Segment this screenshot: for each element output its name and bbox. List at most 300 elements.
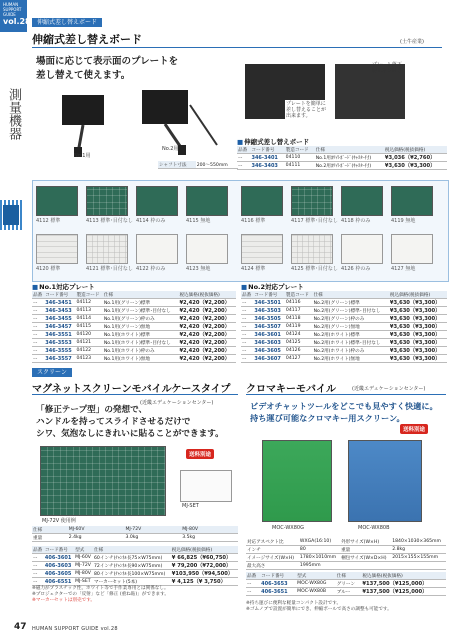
table-cell: No.1用(ホワイト)枠のみ — [103, 347, 179, 355]
table-cell: ¥2,420（¥2,200） — [178, 307, 236, 315]
table-header-cell: 税込価格(税抜価格) — [389, 291, 447, 299]
table-cell: 346-3603 — [253, 339, 285, 347]
plate-label: 4112 標準 — [36, 218, 61, 224]
table-cell: 最大高さ — [246, 562, 299, 570]
magnet-screen-image — [40, 446, 166, 516]
left-note-3: ※マーカーセットは別売です。 — [32, 598, 96, 603]
table-header-cell: 税込価格(税抜価格) — [384, 146, 447, 154]
table-cell: 346-3401 — [250, 154, 284, 162]
table-header-cell: 製造コード — [285, 146, 315, 154]
table-cell: No.1用(グリーン)標準 — [103, 299, 179, 307]
right-note-2: ※ゴムノブで設置が簡単にでき、伸縮ポールで高さの調整も可能です。 — [246, 607, 392, 612]
table-cell: 2015×155×155mm — [391, 554, 446, 562]
right-catch-line1: ビデオチャットツールをどこでも見やすく快適に。 — [250, 401, 438, 411]
table-cell: ー — [32, 554, 44, 562]
table-cell: イメージサイズ(W×H) — [246, 554, 299, 562]
table-cell: 346-3505 — [253, 315, 285, 323]
table-cell: ー — [32, 347, 44, 355]
table-row — [32, 562, 238, 570]
table-cell: 346-3457 — [44, 323, 75, 331]
table-cell: ー — [32, 355, 44, 363]
table-header-cell: 仕様 — [32, 526, 68, 534]
table-cell: ¥2,420（¥2,200） — [178, 347, 236, 355]
table-cell: ¥3,630（¥3,300） — [389, 331, 447, 339]
table-header-cell: MJ-60V — [68, 526, 125, 534]
table-row — [246, 580, 446, 588]
plate-label: 4120 標準 — [36, 266, 61, 272]
table-cell: No.2用(グリーン)標準･目付なし — [313, 307, 389, 315]
table-cell: ー — [237, 154, 250, 162]
callout-swap-line1: プレートを簡単に — [286, 101, 326, 107]
table-cell: ブルー — [336, 588, 362, 596]
table-cell: 04116 — [285, 299, 313, 307]
table-cell: No.2用(グリーン)無地 — [313, 323, 389, 331]
plate-image — [291, 186, 333, 216]
table-row — [241, 339, 447, 347]
table-row — [246, 538, 446, 546]
plate-image — [241, 186, 283, 216]
table-cell: No.2用(グリーン)標準 — [313, 299, 389, 307]
section2-tag: スクリーン — [32, 368, 72, 377]
table-cell: MJ-60V — [74, 554, 93, 562]
plate-label: 4115 無地 — [186, 218, 211, 224]
table-cell: 重量 — [32, 534, 68, 542]
table-cell: 346-3601 — [253, 331, 285, 339]
plate-label: 4113 標準･目付なし — [86, 218, 133, 224]
table-cell: 04126 — [285, 347, 313, 355]
plates-grid — [36, 186, 446, 280]
table-cell: No.1用(グリーン)無地 — [103, 323, 179, 331]
table-row — [32, 570, 238, 578]
table-cell: ¥ 4,125（¥ 3,750） — [171, 578, 238, 586]
table-cell: 80 — [299, 546, 340, 554]
left-price-table — [32, 546, 238, 586]
table-cell: No.1用(グリーン)標準･目付なし — [103, 307, 179, 315]
plate-label: 4125 標準･目付なし — [291, 266, 338, 272]
table-cell: ¥ 79,200（¥72,000） — [171, 562, 238, 570]
table-row — [246, 546, 446, 554]
table-header-cell: コード番号 — [260, 572, 296, 580]
divider-right — [246, 394, 446, 395]
table-cell: ー — [241, 315, 253, 323]
table-header-cell: 仕様 — [93, 546, 171, 554]
table-row — [32, 554, 238, 562]
table-header-cell: 仕様 — [313, 291, 389, 299]
left-img-label2: MJ-SET — [182, 503, 199, 509]
left-product-title: マグネットスクリーンモバイルケースタイプ — [32, 384, 231, 395]
table-cell: 3.5kg — [181, 534, 238, 542]
table-cell: 04115 — [75, 323, 102, 331]
table-cell: 3.0kg — [124, 534, 181, 542]
plate-image — [341, 186, 383, 216]
table-cell: ¥3,036（¥2,760） — [384, 154, 447, 162]
table-header-cell: コード番号 — [253, 291, 285, 299]
table-cell: 72インチ(ﾁｬﾝﾈﾙ長90×W75mm) — [93, 562, 171, 570]
plate-label: 4122 枠のみ — [136, 266, 166, 272]
catch-copy — [36, 55, 178, 83]
left-catch-line2: ハンドルを持ってスライドさせるだけで — [36, 417, 191, 427]
board-no2-image — [142, 90, 188, 124]
table-cell: ¥3,630（¥3,300） — [389, 339, 447, 347]
plate-image — [391, 186, 433, 216]
left-catch — [36, 404, 224, 440]
table-row — [32, 355, 236, 363]
table-cell: ー — [32, 315, 44, 323]
table-cell: ー — [241, 331, 253, 339]
plate-image — [391, 234, 433, 264]
table-cell: 406-3603 — [44, 562, 74, 570]
table-cell: 04119 — [285, 323, 313, 331]
table-row — [241, 331, 447, 339]
table-cell: 04122 — [75, 347, 102, 355]
brand-vol: vol.28 — [3, 17, 31, 26]
table-row — [32, 299, 236, 307]
table-cell: 1780×1010mm — [299, 554, 340, 562]
section-tag: 伸縮式差し替えボード — [32, 18, 102, 27]
table-cell: 04120 — [75, 331, 102, 339]
table-row — [32, 578, 238, 586]
table-cell: 04121 — [75, 339, 102, 347]
right-note-1: ※持ち運びに便利な軽量コンパクト設計です。 — [246, 601, 342, 606]
table-cell: 対応アスペクト比 — [246, 538, 299, 546]
table-row — [32, 347, 236, 355]
table-cell: ¥2,420（¥2,200） — [178, 315, 236, 323]
right-img1-label: MOC-WX80G — [272, 525, 304, 531]
table-cell: 346-3501 — [253, 299, 285, 307]
chroma-blue-image — [348, 440, 422, 522]
plate-image — [341, 234, 383, 264]
sidebar-brand — [0, 0, 31, 32]
table-header-cell: 型式 — [296, 572, 336, 580]
table-cell: ー — [32, 323, 44, 331]
table-cell: 406-6551 — [44, 578, 74, 586]
table-cell: 04113 — [75, 307, 102, 315]
table-cell: 406-3651 — [260, 588, 296, 596]
right-img2-label: MOC-WX80B — [358, 525, 390, 531]
table-cell: ー — [32, 570, 44, 578]
table-cell: 346-3455 — [44, 315, 75, 323]
table-cell: 1995mm — [299, 562, 340, 570]
table-cell: ー — [32, 562, 44, 570]
table-cell: ー — [241, 339, 253, 347]
table-cell: ー — [246, 588, 260, 596]
table-cell: ¥2,420（¥2,200） — [178, 323, 236, 331]
table-row — [241, 299, 447, 307]
table-cell: No.1用(グリーン)枠のみ — [103, 315, 179, 323]
table-cell: ー — [32, 331, 44, 339]
table-row — [246, 588, 446, 596]
table-cell: 60インチ(ﾁｬﾝﾈﾙ長75×W75mm) — [93, 554, 171, 562]
right-product-title: クロマキーモバイル — [246, 384, 336, 395]
right-spec-table — [246, 538, 446, 570]
table-cell: 406-3653 — [260, 580, 296, 588]
table-cell: 04112 — [75, 299, 102, 307]
table-cell: ¥3,630（¥3,300） — [389, 307, 447, 315]
callout-swap-line3: 出来ます。 — [286, 113, 311, 119]
left-catch-line1: 「修正テープ型」の発想で、 — [36, 405, 148, 415]
img2-label: No.2用 — [162, 146, 179, 152]
table-cell: ¥3,630（¥3,300） — [389, 315, 447, 323]
table-cell: 346-3451 — [44, 299, 75, 307]
table-cell: ¥2,420（¥2,200） — [178, 339, 236, 347]
table-cell: 346-3503 — [253, 307, 285, 315]
table-cell: 04114 — [75, 315, 102, 323]
table-cell — [340, 562, 391, 570]
table-cell: 346-3453 — [44, 307, 75, 315]
table-row — [241, 315, 447, 323]
table-cell: 346-3403 — [250, 162, 284, 170]
table-cell: MOC-WX80B — [296, 588, 336, 596]
plate-label: 4114 枠のみ — [136, 218, 166, 224]
table-header-cell: 仕様 — [336, 572, 362, 580]
table-cell: 346-3555 — [44, 347, 75, 355]
table-cell: 04124 — [285, 331, 313, 339]
table-cell: No.2用(ホワイト)標準･目付なし — [313, 339, 389, 347]
table-cell: ¥3,630（¥3,300） — [389, 299, 447, 307]
chroma-green-image — [262, 440, 332, 522]
plate-label: 4119 無地 — [391, 218, 416, 224]
footer-guide: HUMAN SUPPORT GUIDE vol.28 — [32, 626, 118, 632]
callout-screw-line2: 防止ネジ付き — [372, 68, 403, 74]
table-row — [246, 562, 446, 570]
table-cell: 04118 — [285, 315, 313, 323]
plate-label: 4124 標準 — [241, 266, 266, 272]
section-title: 伸縮式差し替えボード — [32, 33, 142, 46]
table-cell: 04111 — [285, 162, 315, 170]
table-cell: ¥2,420（¥2,200） — [178, 355, 236, 363]
table-row — [237, 154, 447, 162]
table-row — [237, 162, 447, 170]
right-notes — [246, 601, 446, 613]
table-cell: 04110 — [285, 154, 315, 162]
table-cell: ー — [241, 355, 253, 363]
table-cell: 重量 — [340, 546, 391, 554]
table-header-cell: 製造コード — [75, 291, 102, 299]
table-cell: 80インチ(ﾁｬﾝﾈﾙ長100×W75mm) — [93, 570, 171, 578]
table-cell: ¥2,420（¥2,200） — [178, 331, 236, 339]
table-row — [241, 323, 447, 331]
table-cell: 04127 — [285, 355, 313, 363]
plate-label: 4117 標準･目付なし — [291, 218, 338, 224]
brand-line-1: HUMAN — [3, 2, 19, 7]
table-cell: グリーン — [336, 580, 362, 588]
table-cell: 346-3507 — [253, 323, 285, 331]
table-cell: 346-3557 — [44, 355, 75, 363]
main-price-table — [237, 146, 447, 170]
table-cell: ¥3,630（¥3,300） — [389, 355, 447, 363]
table-cell: 2.4kg — [68, 534, 125, 542]
table-row — [241, 355, 447, 363]
table-header-cell: 仕様 — [315, 146, 384, 154]
table-cell: 346-3607 — [253, 355, 285, 363]
table-header-cell: 品番 — [237, 146, 250, 154]
table-cell: 04123 — [75, 355, 102, 363]
table-cell: ー — [246, 580, 260, 588]
table-header-cell: MJ-72V — [124, 526, 181, 534]
table-header-cell: コード番号 — [250, 146, 284, 154]
right-catch — [250, 400, 438, 424]
table-cell: ー — [237, 162, 250, 170]
table-cell: No.2用ﾎﾜｲﾄﾎﾞｰﾄﾞ(ｷｬｽﾀｰ付) — [315, 162, 384, 170]
shaft-spec-table — [158, 161, 238, 169]
table-row — [32, 339, 236, 347]
plate-image — [86, 186, 128, 216]
table-cell: MJ-SET — [74, 578, 93, 586]
maker-label: (土牛産業) — [400, 39, 424, 45]
table-cell: ¥103,950（¥94,500） — [171, 570, 238, 578]
table-cell: ¥2,420（¥2,200） — [178, 299, 236, 307]
table-cell: ¥3,630（¥3,300） — [389, 347, 447, 355]
table-header-cell: 品番 — [241, 291, 253, 299]
table-cell: MJ-72V — [74, 562, 93, 570]
table-cell: No.2用(グリーン)枠のみ — [313, 315, 389, 323]
callout-swap-line2: 差し替えることが — [286, 107, 327, 113]
left-notes — [32, 586, 238, 604]
table-cell: 346-3553 — [44, 339, 75, 347]
table-row — [32, 315, 236, 323]
left-img-label1: MJ-72V 使用例 — [42, 518, 76, 524]
table-cell: 梱包サイズ(W×D×H) — [340, 554, 391, 562]
sidebar-category: 測量機器 — [6, 88, 21, 140]
table-header-cell: 品番 — [246, 572, 260, 580]
table-cell: 外形サイズ(W×H) — [340, 538, 391, 546]
table-cell: 346-3605 — [253, 347, 285, 355]
table-cell: ー — [241, 323, 253, 331]
table-header-cell: MJ-80V — [181, 526, 238, 534]
plate-label: 4116 標準 — [241, 218, 266, 224]
left-note-2: ※プロジェクターでの「反射」など「修正 (重ね貼)」ができます。 — [32, 592, 169, 597]
table-row — [241, 347, 447, 355]
plate-image — [136, 186, 178, 216]
table-cell: インチ — [246, 546, 299, 554]
left-maker: (近畿エデュケーションセンター) — [140, 400, 214, 406]
plate-image — [136, 234, 178, 264]
table-row — [32, 323, 236, 331]
table-header-cell: 型式 — [74, 546, 93, 554]
table-cell: ー — [241, 347, 253, 355]
divider-left — [32, 394, 238, 395]
table-cell: ¥3,630（¥3,300） — [384, 162, 447, 170]
plate-label: 4121 標準･目付なし — [86, 266, 133, 272]
left-spec-table — [32, 526, 238, 542]
spec-label: シャフト寸法 — [158, 161, 196, 169]
catch-line-2: 差し替えて使えます。 — [36, 70, 131, 81]
plate-label: 4123 無地 — [186, 266, 211, 272]
img1-label: No.1用 — [74, 153, 91, 159]
table-cell: No.2用(ホワイト)無地 — [313, 355, 389, 363]
callout-screw-line1: プレート落下 — [372, 62, 402, 68]
brand-line-2: SUPPORT — [3, 7, 22, 12]
no2-price-table — [241, 291, 447, 363]
table-cell: 406-3605 — [44, 570, 74, 578]
table-header-cell: 仕様 — [103, 291, 179, 299]
callout-screw — [372, 62, 402, 74]
table-header-cell: 製造コード — [285, 291, 313, 299]
no2-table-title: ■ No.2対応プレート — [241, 282, 304, 291]
table-header-cell: コード番号 — [44, 291, 75, 299]
plate-image — [291, 234, 333, 264]
right-maker: (近畿エデュケーションセンター) — [352, 386, 426, 392]
spec-value: 200～550mm — [196, 161, 238, 169]
table-cell: MJ-80V — [74, 570, 93, 578]
board-no1-image — [62, 95, 104, 125]
right-catch-line2: 持ち運び可能なクロマキー用スクリーン。 — [250, 413, 405, 423]
table-cell: ¥ 66,825（¥60,750） — [171, 554, 238, 562]
right-shipping-badge: 送料別途 — [400, 424, 428, 434]
plate-label: 4127 無地 — [391, 266, 416, 272]
table-cell: 346-3551 — [44, 331, 75, 339]
plate-image — [36, 186, 78, 216]
callout-swap — [285, 100, 327, 120]
table-row — [241, 307, 447, 315]
table-cell: 04117 — [285, 307, 313, 315]
plate-image — [241, 234, 283, 264]
table-cell: ー — [32, 307, 44, 315]
left-catch-line3: シワ、気泡なしにきれいに貼ることができます。 — [36, 429, 224, 439]
shipping-badge: 送料別途 — [186, 449, 214, 459]
catch-line-1: 場面に応じて表示面のプレートを — [36, 56, 179, 67]
table-header-cell: コード番号 — [44, 546, 74, 554]
table-header-cell: 税込価格(税抜価格) — [171, 546, 238, 554]
table-cell: マーカーセット(5本) — [93, 578, 171, 586]
table-cell: No.2用(ホワイト)標準 — [313, 331, 389, 339]
table-header-cell: 税込価格(税抜価格) — [178, 291, 236, 299]
table-cell: No.2用(ホワイト)枠のみ — [313, 347, 389, 355]
table-cell: MOC-WX80G — [296, 580, 336, 588]
table-header-cell: 品番 — [33, 547, 43, 553]
table-cell: ー — [32, 339, 44, 347]
table-cell: No.1用ﾎﾜｲﾄﾎﾞｰﾄﾞ(ｷｬｽﾀｰ付) — [315, 154, 384, 162]
left-note-1: ※磁力がプラスチック性、ホワイト等で手作業専用とは関係なし。 — [32, 586, 169, 591]
table-cell: ¥3,630（¥3,300） — [389, 323, 447, 331]
brand-line-3: GUIDE — [3, 12, 16, 17]
page-number: 47 — [14, 622, 27, 632]
table-cell: No.1用(ホワイト)標準 — [103, 331, 179, 339]
table-header-cell: 税込価格(税抜価格) — [361, 572, 446, 580]
table-cell: ー — [32, 299, 44, 307]
table-cell: 406-3601 — [44, 554, 74, 562]
plate-image — [186, 234, 228, 264]
table-cell: WXGA(16:10) — [299, 538, 340, 546]
table-row — [32, 331, 236, 339]
board-product-images — [32, 85, 232, 170]
table-cell: ー — [241, 307, 253, 315]
table-cell: 2.8kg — [391, 546, 446, 554]
table-header-cell: 品番 — [32, 291, 44, 299]
main-table-title: ■ 伸縮式差し替えボード — [237, 137, 309, 146]
table-cell: No.1用(ホワイト)無地 — [103, 355, 179, 363]
table-row — [32, 307, 236, 315]
plate-image — [186, 186, 228, 216]
table-cell: ¥137,500（¥125,000） — [361, 580, 446, 588]
table-cell — [391, 562, 446, 570]
divider — [32, 47, 442, 48]
table-cell: 1840×1030×365mm — [391, 538, 446, 546]
marker-set-image — [180, 470, 232, 502]
plate-label: 4126 枠のみ — [341, 266, 371, 272]
table-cell: ー — [32, 578, 44, 586]
table-cell: ー — [241, 299, 253, 307]
table-cell: 04125 — [285, 339, 313, 347]
plate-image — [86, 234, 128, 264]
plate-label: 4118 枠のみ — [341, 218, 371, 224]
table-cell: No.1用(ホワイト)標準･目付なし — [103, 339, 179, 347]
plate-image — [36, 234, 78, 264]
table-row — [246, 554, 446, 562]
no1-price-table — [32, 291, 236, 363]
sidebar-index-tab — [3, 205, 19, 225]
right-price-table — [246, 572, 446, 596]
